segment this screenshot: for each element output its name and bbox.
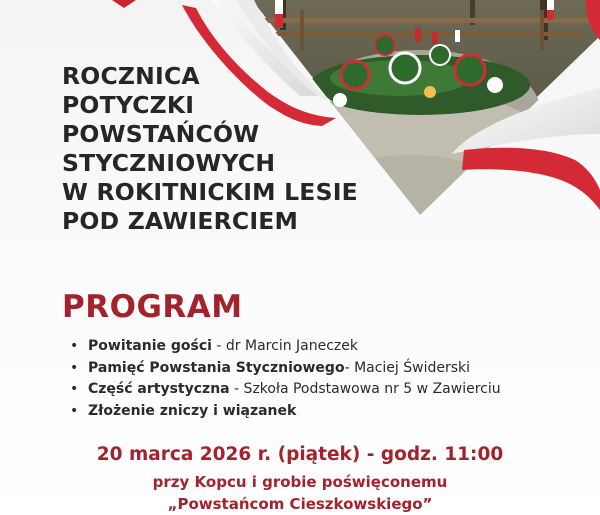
bullet-icon: • bbox=[70, 338, 79, 354]
title-line: POWSTAŃCÓW bbox=[62, 120, 260, 148]
bullet-icon: • bbox=[70, 381, 79, 397]
title-line: ROCZNICA bbox=[62, 62, 200, 90]
program-item-name: Złożenie zniczy i wiązanek bbox=[88, 402, 297, 419]
program-item-presenter: - Maciej Świderski bbox=[344, 359, 471, 376]
program-heading: PROGRAM bbox=[62, 289, 243, 325]
program-item-presenter: - Szkoła Podstawowa nr 5 w Zawierciu bbox=[229, 381, 501, 397]
title-line: POTYCZKI bbox=[62, 91, 195, 119]
bullet-icon: • bbox=[70, 402, 79, 419]
title-line: POD ZAWIERCIEM bbox=[62, 207, 299, 235]
program-item bbox=[70, 401, 501, 423]
program-item bbox=[70, 336, 501, 358]
program-item-name: Część artystyczna bbox=[88, 381, 230, 397]
program-item-name: Powitanie gości bbox=[88, 338, 212, 354]
program-item-presenter: - dr Marcin Janeczek bbox=[211, 338, 358, 354]
event-date-time: 20 marca 2026 r. (piątek) - godz. 11:00 bbox=[96, 444, 504, 465]
event-title bbox=[62, 62, 358, 236]
program-item bbox=[70, 358, 501, 380]
program-item-name: Pamięć Powstania Styczniowego bbox=[88, 359, 345, 376]
program-list bbox=[70, 336, 501, 422]
event-place-name: „Powstańcom Cieszkowskiego” bbox=[167, 495, 433, 513]
event-place: przy Kopcu i grobie poświęconemu bbox=[152, 473, 448, 491]
bullet-icon: • bbox=[70, 359, 79, 376]
title-line: STYCZNIOWYCH bbox=[62, 149, 276, 177]
program-item bbox=[70, 379, 501, 401]
title-line: W ROKITNICKIM LESIE bbox=[62, 178, 358, 206]
top-badge-shape bbox=[112, 0, 136, 8]
